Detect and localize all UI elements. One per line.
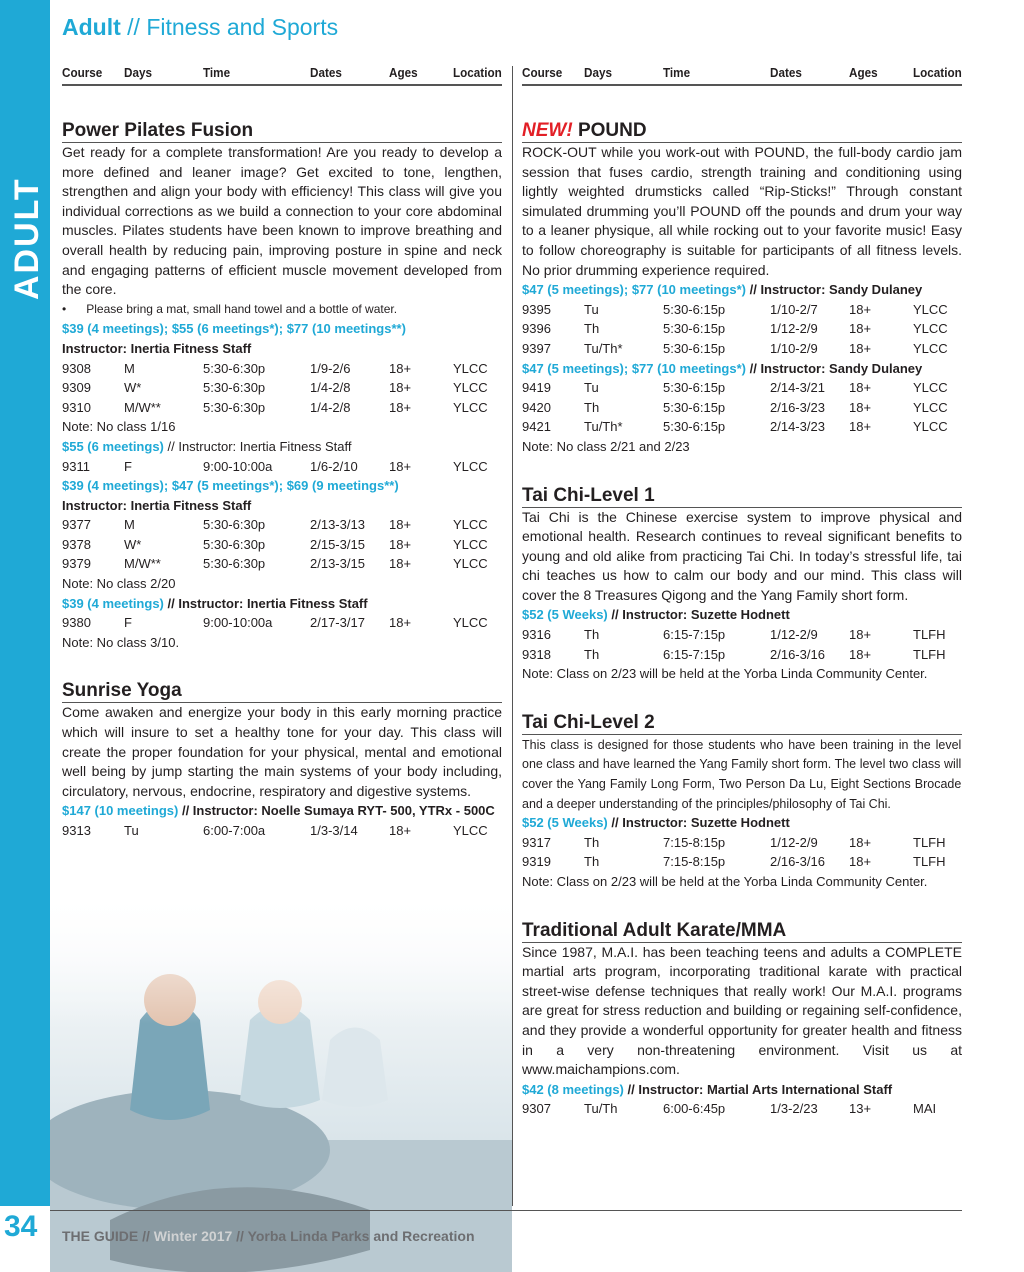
cell-location: TLFH: [913, 834, 946, 850]
instructor-line: Instructor: Inertia Fitness Staff: [62, 340, 252, 356]
cell-ages: 18+: [389, 399, 412, 415]
new-badge: NEW!: [522, 120, 573, 141]
table-row: [62, 535, 502, 555]
cell-location: YLCC: [453, 615, 488, 631]
cell-time: 5:30-6:15p: [663, 340, 726, 356]
cell-dates: 1/3-2/23: [770, 1101, 818, 1117]
note-line: Note: Class on 2/23 will be held at the Yorba Linda Community Center.: [522, 874, 928, 889]
cell-ages: 18+: [389, 615, 412, 631]
cell-course-code: 9419: [522, 380, 551, 396]
cell-days: Tu: [584, 380, 599, 396]
price-line: [522, 605, 962, 625]
cell-location: YLCC: [913, 340, 948, 356]
cell-course-code: 9317: [522, 834, 551, 850]
page-title: [62, 14, 338, 41]
price: $147 (10 meetings): [62, 803, 179, 819]
hdr-dates: Dates: [310, 65, 342, 80]
cell-time: 5:30-6:15p: [663, 321, 726, 337]
cell-dates: 2/15-3/15: [310, 536, 365, 552]
hdr-days: Days: [584, 65, 612, 80]
instructor: // Instructor: Sandy Dulaney: [749, 360, 923, 376]
course-title-karate: Traditional Adult Karate/MMA: [522, 920, 962, 943]
hdr-time: Time: [663, 65, 691, 80]
cell-dates: 1/4-2/8: [310, 399, 351, 415]
cell-location: YLCC: [913, 301, 948, 317]
course-title-taichi2: Tai Chi-Level 2: [522, 712, 962, 735]
cell-time: 6:00-7:00a: [203, 823, 266, 838]
cell-location: YLCC: [453, 399, 488, 415]
table-row: [522, 417, 962, 437]
cell-course-code: 9380: [62, 615, 91, 631]
cell-time: 6:15-7:15p: [663, 646, 726, 662]
cell-days: M: [124, 517, 135, 533]
cell-time: 9:00-10:00a: [203, 615, 273, 631]
cell-location: YLCC: [913, 419, 948, 435]
cell-dates: 1/10-2/9: [770, 340, 818, 356]
table-row: [62, 613, 502, 633]
table-row: [522, 319, 962, 339]
rows-pound-1: [522, 300, 962, 359]
cell-days: Th: [584, 834, 600, 850]
cell-days: F: [124, 458, 132, 474]
cell-course-code: 9420: [522, 399, 551, 415]
price-line: [522, 359, 962, 379]
cell-time: 5:30-6:30p: [203, 399, 266, 415]
cell-ages: 18+: [389, 556, 412, 572]
price: $42 (8 meetings): [522, 1081, 624, 1097]
cell-days: W*: [124, 536, 142, 552]
table-row: [62, 515, 502, 535]
note-line: Note: No class 3/10.: [62, 634, 180, 650]
table-row: [522, 1099, 962, 1119]
hdr-course: Course: [522, 65, 563, 80]
cell-time: 5:30-6:30p: [203, 517, 266, 533]
footer-season: Winter 2017: [153, 1228, 233, 1244]
title-separator: //: [127, 14, 140, 40]
table-row: [522, 852, 962, 872]
cell-dates: 2/16-3/23: [770, 399, 825, 415]
cell-dates: 2/13-3/13: [310, 517, 365, 533]
table-row: [62, 359, 502, 379]
course-title-yoga: Sunrise Yoga: [62, 680, 502, 703]
cell-course-code: 9309: [62, 380, 91, 396]
cell-days: Tu/Th: [584, 1101, 618, 1117]
course-desc-taichi2: This class is designed for those students who have been training in the level one class and have learned the Yang Family short form. The level two class will cover the Yang Family Long Form, Two Person Da Lu, Eight Sections Brocade and a deeper understanding of the principles/philosophy of Tai Chi.: [522, 736, 962, 811]
price: $47 (5 meetings); $77 (10 meetings*): [522, 282, 746, 298]
cell-dates: 1/10-2/7: [770, 301, 818, 317]
price: $47 (5 meetings); $77 (10 meetings*): [522, 360, 746, 376]
course-desc-yoga: Come awaken and energize your body in this early morning practice which will insure to set a healthy tone for your day. This class will create the proper foundation for your physical, mental and emotional well being by jump starting the main systems of your body including, circulatory, nervous, endocrine, respiratory and digestive systems.: [62, 704, 502, 799]
course-title: POUND: [577, 120, 647, 141]
cell-course-code: 9318: [522, 646, 551, 662]
cell-dates: 2/13-3/15: [310, 556, 365, 572]
cell-course-code: 9396: [522, 321, 551, 337]
hdr-ages: Ages: [849, 65, 878, 80]
cell-course-code: 9378: [62, 536, 91, 552]
cell-course-code: 9395: [522, 301, 551, 317]
hdr-days: Days: [124, 65, 152, 80]
table-row: [522, 300, 962, 320]
left-column: [62, 120, 502, 841]
table-header-left: [62, 64, 502, 86]
cell-location: YLCC: [453, 823, 488, 838]
table-row: [62, 398, 502, 418]
cell-time: 7:15-8:15p: [663, 834, 726, 850]
rows-pilates-4: [62, 613, 502, 633]
cell-time: 5:30-6:15p: [663, 301, 726, 317]
cell-location: YLCC: [453, 556, 488, 572]
cell-time: 7:15-8:15p: [663, 854, 726, 870]
cell-course-code: 9377: [62, 517, 91, 533]
cell-time: 5:30-6:15p: [663, 399, 726, 415]
page-number: 34: [4, 1210, 38, 1243]
note-line: Note: No class 1/16: [62, 419, 176, 435]
cell-ages: 18+: [849, 854, 872, 870]
price-line: [62, 801, 502, 821]
bullet-item: • Please bring a mat, small hand towel and a bottle of water.: [62, 301, 398, 316]
instructor: // Instructor: Suzette Hodnett: [611, 607, 790, 623]
cell-location: YLCC: [453, 380, 488, 396]
instructor: // Instructor: Martial Arts International Staff: [627, 1081, 893, 1097]
cell-dates: 1/3-3/14: [310, 823, 358, 838]
cell-location: YLCC: [913, 321, 948, 337]
rows-taichi1: [522, 625, 962, 664]
hdr-ages: Ages: [389, 65, 418, 80]
rows-pound-2: [522, 378, 962, 437]
cell-location: YLCC: [453, 458, 488, 474]
price-line: [62, 594, 502, 614]
cell-dates: 1/12-2/9: [770, 834, 818, 850]
cell-course-code: 9310: [62, 399, 91, 415]
course-title-pilates: Power Pilates Fusion: [62, 120, 502, 143]
instructor-line: Instructor: Inertia Fitness Staff: [62, 497, 252, 513]
cell-days: Th: [584, 854, 600, 870]
table-header-right: [522, 64, 962, 86]
cell-course-code: 9397: [522, 340, 551, 356]
course-desc-pound: ROCK-OUT while you work-out with POUND, the full-body cardio jam session that fuses cardio, strength training and conditioning using lightly weighted drumsticks called “Rip-Sticks!” Through constant simulated drumming you’ll POUND off the pounds and drum your way to a leaner physique, all while rocking out to your favorite music! Easy to follow choreography is suitable for participants of all fitness levels. No prior drumming experience required.: [522, 144, 962, 278]
cell-location: YLCC: [913, 399, 948, 415]
course-desc-karate: Since 1987, M.A.I. has been teaching teens and adults a COMPLETE martial arts program, incorporating traditional karate with practical street-wise defense techniques that really work! Our M.A.I. programs are great for stress reduction and building or regaining self-confidence, and they provide a wonderful opportunity for greater health and fitness in a very non-threatening environment. Visit us at www.maichampions.com.: [522, 943, 962, 1078]
price-line: $39 (4 meetings); $55 (6 meetings*); $77 (10 meetings**): [62, 321, 406, 337]
cell-days: Tu: [124, 823, 139, 838]
cell-dates: 2/14-3/21: [770, 380, 825, 396]
cell-ages: 18+: [849, 340, 872, 356]
rows-yoga: [62, 821, 502, 841]
instructor: // Instructor: Sandy Dulaney: [749, 282, 923, 298]
cell-ages: 18+: [849, 321, 872, 337]
price: $52 (5 Weeks): [522, 815, 608, 831]
footer-guide: THE GUIDE //: [62, 1228, 150, 1244]
cell-dates: 1/4-2/8: [310, 380, 351, 396]
instructor: // Instructor: Inertia Fitness Staff: [167, 438, 352, 454]
cell-ages: 18+: [389, 360, 412, 376]
hdr-location: Location: [913, 65, 962, 80]
cell-ages: 18+: [389, 458, 412, 474]
cell-days: F: [124, 615, 132, 631]
subtitle: Fitness and Sports: [146, 14, 339, 40]
table-row: [522, 398, 962, 418]
cell-course-code: 9313: [62, 823, 91, 838]
cell-days: M: [124, 360, 135, 376]
price: $52 (5 Weeks): [522, 607, 608, 623]
footer-rule: [50, 1210, 962, 1211]
cell-time: 6:15-7:15p: [663, 627, 726, 643]
note-line: Note: No class 2/20: [62, 576, 176, 592]
price: $39 (4 meetings): [62, 595, 164, 611]
cell-course-code: 9319: [522, 854, 551, 870]
category-label: Adult: [62, 14, 121, 40]
course-desc-pilates: Get ready for a complete transformation! Are you ready to develop a more defined and leaner image? Get excited to tone, lengthen, strengthen and align your body with efficiency! This class will give you individual corrections as we build a connection to your core abdominal muscles. Pilates students have been known to improve breathing and overall health by reducing pain, improving posture in spine and neck and engaging patterns of efficient muscle movement developed from the core.: [62, 144, 502, 298]
column-divider: [512, 66, 513, 1206]
cell-location: YLCC: [453, 517, 488, 533]
instructor: // Instructor: Suzette Hodnett: [611, 815, 790, 831]
yoga-photo: [50, 890, 512, 1272]
cell-ages: 18+: [389, 380, 412, 396]
table-row: [62, 821, 502, 841]
cell-days: Th: [584, 627, 600, 643]
footer-org: // Yorba Linda Parks and Recreation: [236, 1228, 475, 1244]
cell-ages: 18+: [389, 517, 412, 533]
cell-ages: 18+: [849, 627, 872, 643]
cell-dates: 2/17-3/17: [310, 615, 365, 631]
price-line: $39 (4 meetings); $47 (5 meetings*); $69 (9 meetings**): [62, 478, 399, 494]
cell-time: 5:30-6:30p: [203, 556, 266, 572]
instructor: // Instructor: Noelle Sumaya RYT- 500, YTRx - 500C: [181, 803, 495, 819]
cell-days: M/W**: [124, 556, 161, 572]
cell-dates: 1/12-2/9: [770, 627, 818, 643]
cell-course-code: 9308: [62, 360, 91, 376]
bullet-text: Please bring a mat, small hand towel and a bottle of water.: [86, 301, 398, 316]
rows-pilates-2: [62, 457, 502, 477]
cell-days: Tu: [584, 301, 599, 317]
cell-location: TLFH: [913, 854, 946, 870]
cell-ages: 18+: [849, 419, 872, 435]
cell-location: TLFH: [913, 646, 946, 662]
hdr-location: Location: [453, 65, 502, 80]
course-title-taichi1: Tai Chi-Level 1: [522, 485, 962, 508]
hdr-time: Time: [203, 65, 231, 80]
rows-taichi2: [522, 833, 962, 872]
cell-location: TLFH: [913, 627, 946, 643]
cell-days: Th: [584, 399, 600, 415]
cell-days: Tu/Th*: [584, 340, 623, 356]
cell-course-code: 9316: [522, 627, 551, 643]
table-row: [522, 625, 962, 645]
cell-time: 5:30-6:15p: [663, 380, 726, 396]
yoga-photo-illustration: [50, 890, 512, 1272]
cell-location: MAI: [913, 1101, 937, 1117]
table-row: [62, 378, 502, 398]
cell-location: YLCC: [453, 360, 488, 376]
cell-days: Th: [584, 646, 600, 662]
course-title-pound: [522, 120, 962, 143]
cell-dates: 2/16-3/16: [770, 854, 825, 870]
cell-dates: 1/9-2/6: [310, 360, 351, 376]
cell-dates: 1/12-2/9: [770, 321, 818, 337]
price: $55 (6 meetings): [62, 438, 164, 454]
note-line: Note: No class 2/21 and 2/23: [522, 438, 690, 454]
cell-course-code: 9307: [522, 1101, 551, 1117]
table-row: [522, 833, 962, 853]
cell-ages: 18+: [389, 536, 412, 552]
table-row: [522, 645, 962, 665]
cell-location: YLCC: [453, 536, 488, 552]
right-column: [522, 120, 962, 1119]
cell-course-code: 9379: [62, 556, 91, 572]
cell-ages: 18+: [849, 834, 872, 850]
table-row: [62, 457, 502, 477]
rows-pilates-3: [62, 515, 502, 574]
hdr-course: Course: [62, 65, 103, 80]
cell-dates: 2/14-3/23: [770, 419, 825, 435]
cell-time: 6:00-6:45p: [663, 1101, 726, 1117]
cell-ages: 18+: [849, 380, 872, 396]
course-desc-taichi1: Tai Chi is the Chinese exercise system to improve physical and emotional health. Research continues to reveal significant benefits to young and old alike from practicing Tai Chi. In today’s stressful life, tai chi teaches us how to calm our body and our mind. This class will cover the 8 Treasures Qigong and the Yang Family short form.: [522, 508, 962, 603]
cell-time: 9:00-10:00a: [203, 458, 273, 474]
cell-dates: 1/6-2/10: [310, 458, 358, 474]
cell-ages: 18+: [389, 823, 412, 838]
cell-days: Tu/Th*: [584, 419, 623, 435]
rows-pilates-1: [62, 359, 502, 418]
cell-course-code: 9421: [522, 419, 551, 435]
rows-karate: [522, 1099, 962, 1119]
note-line: Note: Class on 2/23 will be held at the Yorba Linda Community Center.: [522, 666, 928, 682]
instructor: // Instructor: Inertia Fitness Staff: [167, 595, 368, 611]
cell-days: Th: [584, 321, 600, 337]
cell-dates: 2/16-3/16: [770, 646, 825, 662]
cell-course-code: 9311: [62, 458, 90, 474]
footer: [62, 1228, 475, 1244]
cell-days: M/W**: [124, 399, 161, 415]
cell-location: YLCC: [913, 380, 948, 396]
table-row: [62, 554, 502, 574]
cell-ages: 18+: [849, 399, 872, 415]
price-line: [522, 280, 962, 300]
cell-time: 5:30-6:30p: [203, 360, 266, 376]
hdr-dates: Dates: [770, 65, 802, 80]
table-row: [522, 378, 962, 398]
price-line: [62, 437, 502, 457]
cell-ages: 13+: [849, 1101, 872, 1117]
table-row: [522, 339, 962, 359]
cell-days: W*: [124, 380, 142, 396]
cell-time: 5:30-6:30p: [203, 536, 266, 552]
cell-ages: 18+: [849, 301, 872, 317]
price-line: [522, 1080, 962, 1100]
cell-time: 5:30-6:15p: [663, 419, 726, 435]
cell-ages: 18+: [849, 646, 872, 662]
side-label: ADULT: [8, 177, 46, 300]
cell-time: 5:30-6:30p: [203, 380, 266, 396]
price-line: [522, 813, 962, 833]
